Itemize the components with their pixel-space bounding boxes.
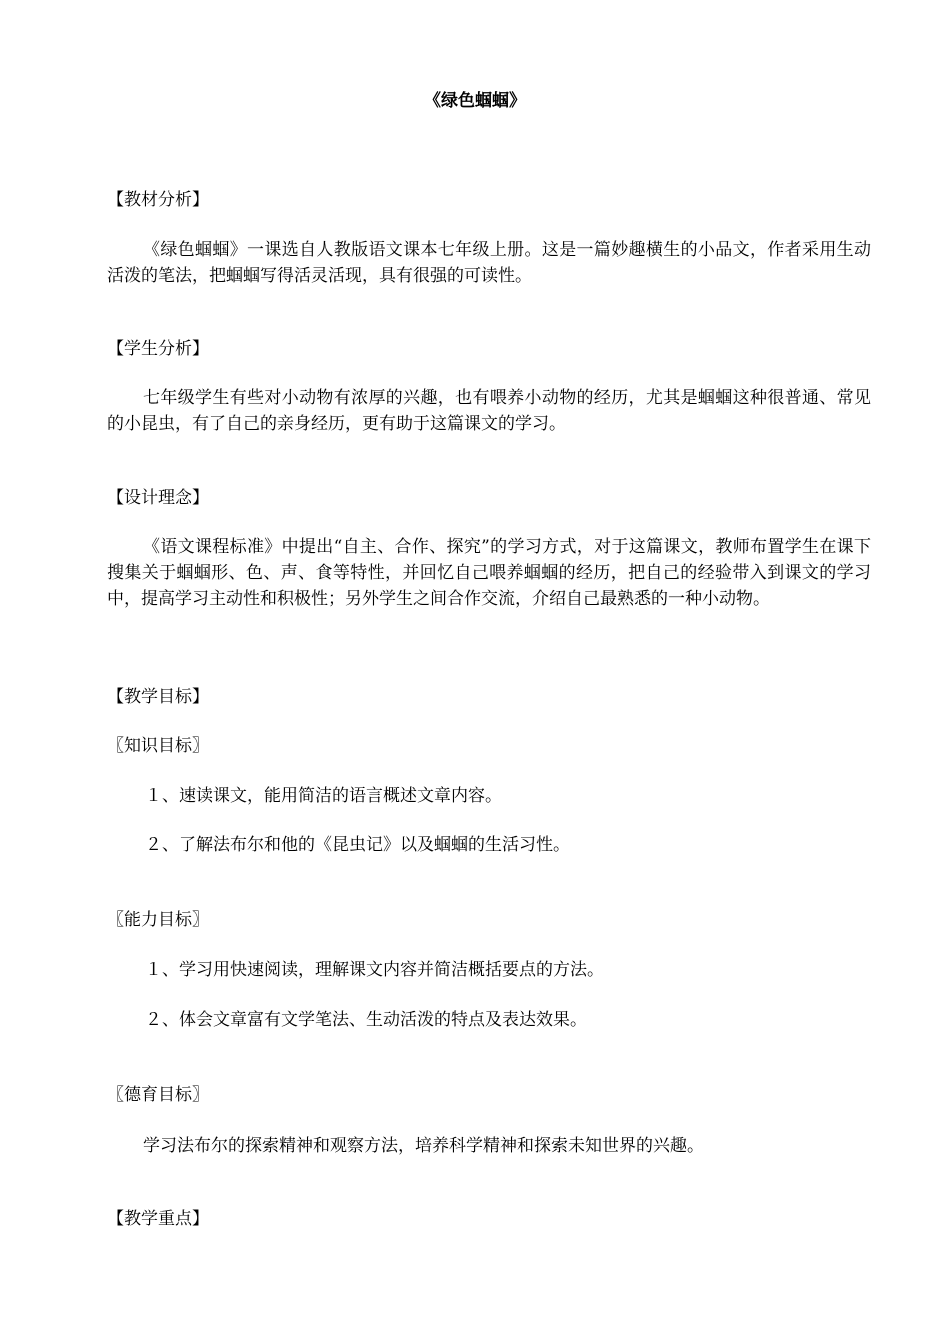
heading-teaching-goals: 【教学目标】	[107, 687, 209, 707]
heading-teaching-focus: 【教学重点】	[107, 1209, 209, 1229]
list-item-knowledge-2: ２、了解法布尔和他的《昆虫记》以及蝈蝈的生活习性。	[145, 835, 570, 855]
heading-design-concept: 【设计理念】	[107, 488, 209, 508]
subheading-moral-goals: 〖德育目标〗	[107, 1085, 209, 1105]
paragraph-textbook-analysis: 《绿色蝈蝈》一课选自人教版语文课本七年级上册。这是一篇妙趣横生的小品文，作者采用生动活泼的笔法，把蝈蝈写得活灵活现，具有很强的可读性。	[107, 240, 871, 286]
subheading-knowledge-goals: 〖知识目标〗	[107, 736, 209, 756]
document-title: 《绿色蝈蝈》	[424, 91, 526, 111]
list-item-ability-1: １、学习用快速阅读，理解课文内容并简洁概括要点的方法。	[145, 960, 604, 980]
list-item-ability-2: ２、体会文章富有文学笔法、生动活泼的特点及表达效果。	[145, 1010, 587, 1030]
subheading-ability-goals: 〖能力目标〗	[107, 910, 209, 930]
paragraph-student-analysis: 七年级学生有些对小动物有浓厚的兴趣，也有喂养小动物的经历，尤其是蝈蝈这种很普通、常见的小昆虫，有了自己的亲身经历，更有助于这篇课文的学习。	[107, 388, 871, 434]
list-item-knowledge-1: １、速读课文，能用简洁的语言概述文章内容。	[145, 786, 502, 806]
heading-student-analysis: 【学生分析】	[107, 339, 209, 359]
paragraph-moral-goals: 学习法布尔的探索精神和观察方法，培养科学精神和探索未知世界的兴趣。	[143, 1136, 704, 1156]
heading-textbook-analysis: 【教材分析】	[107, 190, 209, 210]
paragraph-design-concept: 《语文课程标准》中提出“自主、合作、探究”的学习方式，对于这篇课文，教师布置学生在课下搜集关于蝈蝈形、色、声、食等特性，并回忆自己喂养蝈蝈的经历，把自己的经验带入到课文的学习中，提高学习主动性和积极性；另外学生之间合作交流，介绍自己最熟悉的一种小动物。	[107, 537, 871, 609]
